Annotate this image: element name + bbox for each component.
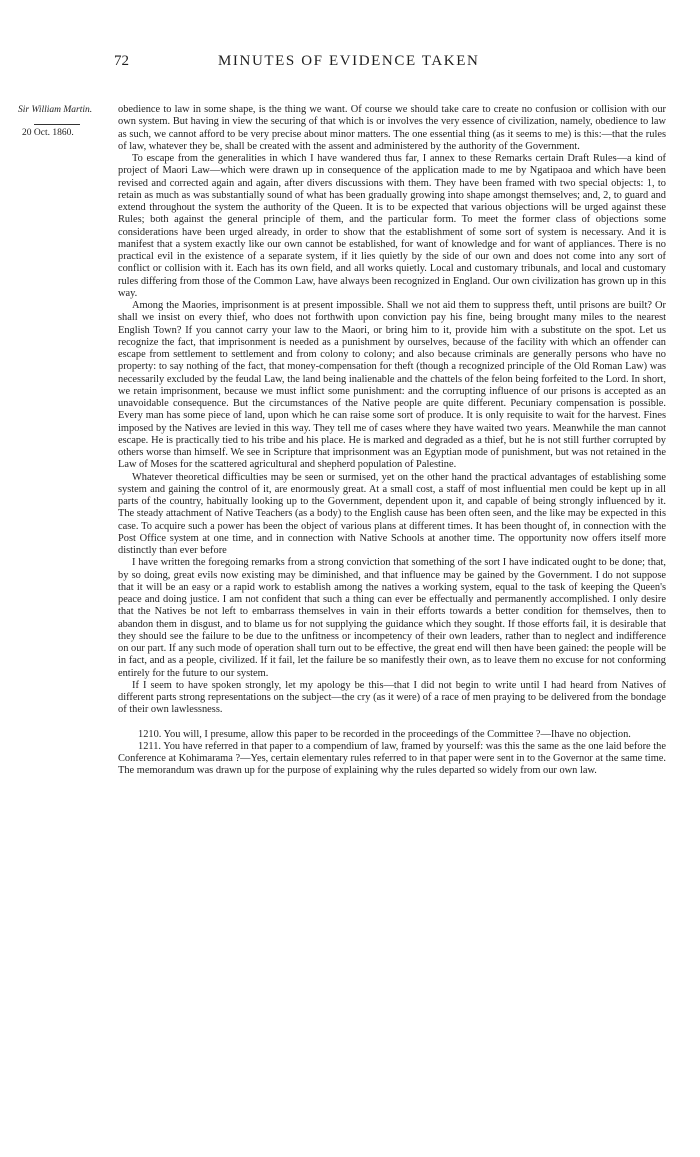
page-number: 72: [114, 53, 129, 69]
paragraph: If I seem to have spoken strongly, let my apology be this—that I did not begin to write until I had heard from Natives of different parts strong representations on the subject—the cry (as it were) of a race of men praying to be delivered from the bondage of their own lawlessness.: [118, 679, 666, 716]
running-head: MINUTES OF EVIDENCE TAKEN: [218, 53, 480, 69]
witness-name: Sir William Martin.: [18, 105, 93, 115]
margin-divider: [34, 124, 80, 125]
question-answer: 1211. You have referred in that paper to a compendium of law, framed by yourself: was this the same as the one laid before the Conference at Kohimarama ?—Yes, certain elementary rules referred to in that paper were sent in to the Governor at the same time. The memorandum was drawn up for the purpose of explaining why the rules departed so widely from our own law.: [118, 740, 666, 777]
paragraph: Whatever theoretical difficulties may be seen or surmised, yet on the other hand the practical advantages of establishing some system and gaining the control of it, are enormously great. At a small cost, a staff of most influential men could be kept up in all parts of the country, habitually looking up to the Government, dependent upon it, and capable of being strongly influenced by it. The steady attachment of Native Teachers (as a body) to the English cause has been often seen, and the like may be expected in this case. To acquire such a power has been the object of various plans at different times. It has been thought of, in connection with the Post Office system at one time, and in connection with Native Schools at another time. The opportunity now offers itself more distinctly than ever before: [118, 471, 666, 556]
paragraph: Among the Maories, imprisonment is at present impossible. Shall we not aid them to suppress theft, until prisons are built? Or shall we insist on every thief, who does not forthwith upon conviction pay his fine, being brought many miles to the nearest English Town? If you cannot carry your law to the Maori, or bring him to it, provide him with a substitute on the spot. Let us recognize the fact, that imprisonment is needed as a punishment by ourselves, because of the facility with which an offender can escape from settlement to settlement and from colony to colony; and also because criminals are generally persons who have no property: to say nothing of the fact, that money-compensation for theft (though a recognized principle of the Old Roman Law) was necessarily excluded by the feudal Law, the land being inalienable and the chattels of the felon being forfeited to the Lord. In short, we retain imprisonment, because we must inflict some punishment: and the corrupting influence of our prisons is accepted as an unavoidable consequence. But the circumstances of the Native people are quite different. Pecuniary compensation is possible. Every man has some piece of land, upon which he can raise some sort of produce. It is only requisite to wait for the harvest. Fines imposed by the Natives are levied in this way. They tell me of cases where they have waited two years. Meanwhile the man cannot escape. He is practically tied to his tribe and his place. He is marked and degraded as a thief, but he is not still further corrupted by others worse than himself. We see in Scripture that imprisonment was an Egyptian mode of punishment, but was not retained in the Law of Moses for the scattered agricultural and shepherd population of Palestine.: [118, 300, 666, 471]
section-gap: [118, 717, 666, 729]
paragraph: obedience to law in some shape, is the thing we want. Of course we should take care to create no confusion or collision with our own system. But having in view the securing of that which is or involves the very essence of civilization, namely, obedience to law as such, we cannot afford to be very precise about minor matters. The one essential thing (as it seems to me) is this:—that the rules of law, whatever they be, shall be created with the assent and administered by the authority of the Government.: [118, 104, 666, 152]
paragraph: I have written the foregoing remarks from a strong conviction that something of the sort I have indicated ought to be done; that, by so doing, great evils now existing may be diminished, and that influence may be gained by the Government. I do not suppose that it will be an easy or a rapid work to establish among the natives a working system, equal to the task of keeping the Queen's peace and doing justice. I am not confident that such a thing can ever be effectually and permanently accomplished. I only desire that the Natives be not left to embarrass themselves in vain in their efforts towards a better condition for themselves, then to abandon them in disgust, and to blame us for not supplying the guidance which they sought. If those efforts fail, it is desirable that they should see the failure to be due to the unfitness or incompetency of their own leaders, rather than to neglect and indifference on our part. If any such mode of operation shall turn out to be effective, the great end will then have been gained: the people will be in fact, and as a people, civilized. If it fail, let the failure be so manifestly their own, as to leave them no excuse for not conforming entirely for the future to our system.: [118, 557, 666, 679]
paragraph: To escape from the generalities in which I have wandered thus far, I annex to these Remarks certain Draft Rules—a kind of project of Maori Law—which were drawn up in consequence of the application made to me by Ngatipaoa and which have been revised and corrected again and again, after divers discussions with them. They have been framed with two special objects: 1, to retain as much as was substantially sound of what has been gradually growing into shape amongst themselves; and, 2, to guard and extend throughout the system the authority of the Queen. It is to be expected that various objections will be urged against these Rules; both against the general principle of them, and the particular form. To meet the former class of objections some considerations have been urged already, in order to show that the establishment of some sort of system is necessary. And it is manifest that a system exactly like our own cannot be established, for want of knowledge and for want of appliances. There is no practical evil in the existence of a separate system, if it lies quietly by the side of our own and does not come into any sort of conflict or collision with it. Each has its own field, and all works quietly. Local and customary tribunals, and local and customary rules differing from those of the Common Law, have always been recognized in England. Our own civilization has grown up in this way.: [118, 153, 666, 299]
body-text: [118, 104, 666, 778]
question-answer: 1210. You will, I presume, allow this paper to be recorded in the proceedings of the Committee ?—Ihave no objection.: [138, 728, 631, 740]
hearing-date: 20 Oct. 1860.: [22, 128, 74, 138]
